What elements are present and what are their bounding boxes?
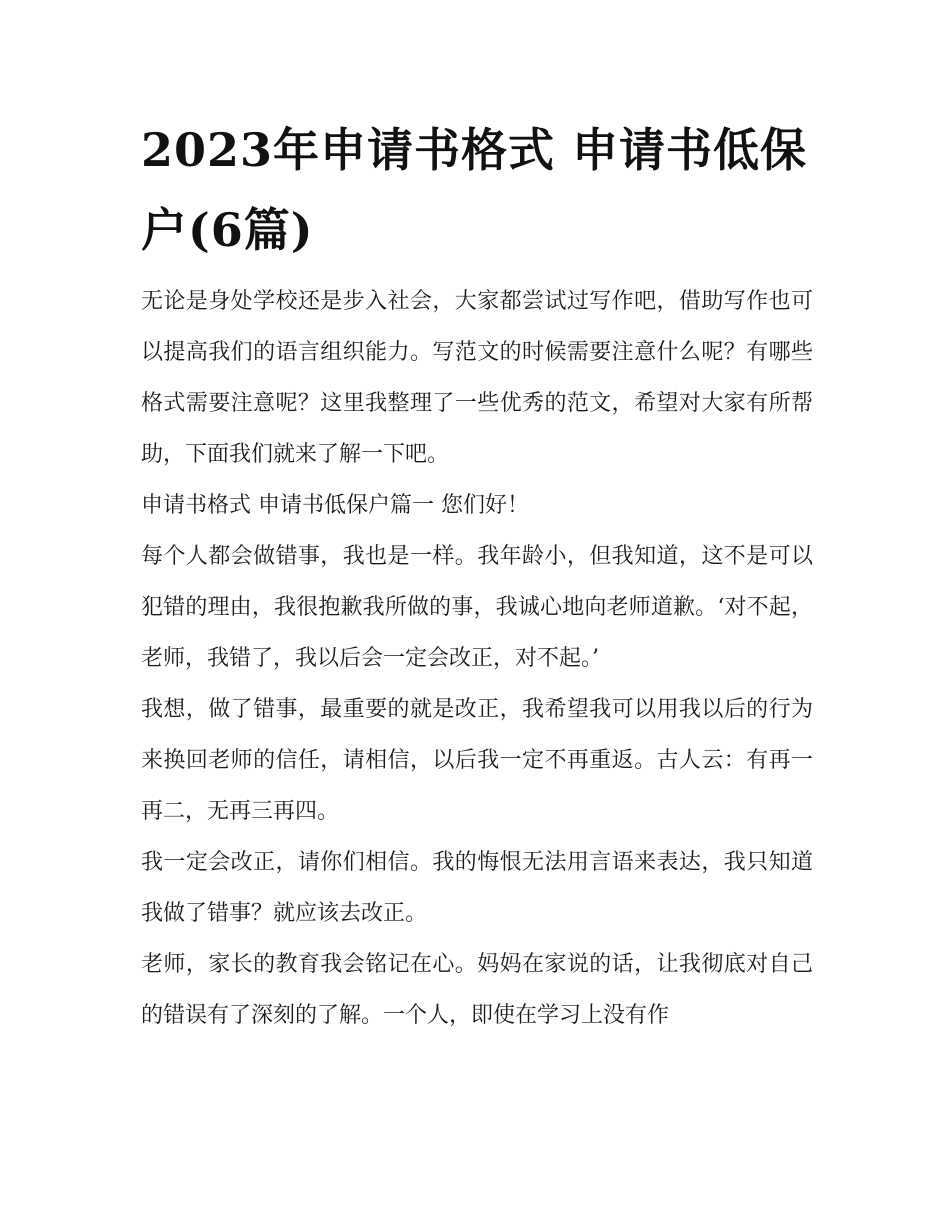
document-title: 2023年申请书格式 申请书低保户(6篇) [141, 123, 808, 257]
section-heading-paragraph: 申请书格式 申请书低保户篇一 您们好！ [141, 493, 529, 518]
intro-paragraph: 无论是身处学校还是步入社会，大家都尝试过写作吧，借助写作也可以提高我们的语言组织能力。写范文的时候需要注意什么呢？有哪些格式需要注意呢？这里我整理了一些优秀的范文，希望对大家有所帮助，下面我们就来了解一下吧。 [141, 289, 813, 467]
body-paragraph: 老师，家长的教育我会铭记在心。妈妈在家说的话，让我彻底对自己的错误有了深刻的了解。一个人，即使在学习上没有作 [141, 952, 813, 1028]
body-paragraph: 我一定会改正，请你们相信。我的悔恨无法用言语来表达，我只知道我做了错事？就应该去改正。 [141, 850, 813, 926]
document-body [141, 276, 813, 1041]
body-paragraph: 每个人都会做错事，我也是一样。我年龄小，但我知道，这不是可以犯错的理由，我很抱歉我所做的事，我诚心地向老师道歉。‘对不起，老师，我错了，我以后会一定会改正，对不起。’ [141, 544, 813, 671]
document-page [141, 110, 813, 1041]
body-paragraph: 我想，做了错事，最重要的就是改正，我希望我可以用我以后的行为来换回老师的信任，请相信，以后我一定不再重返。古人云：有再一再二，无再三再四。 [141, 697, 813, 824]
